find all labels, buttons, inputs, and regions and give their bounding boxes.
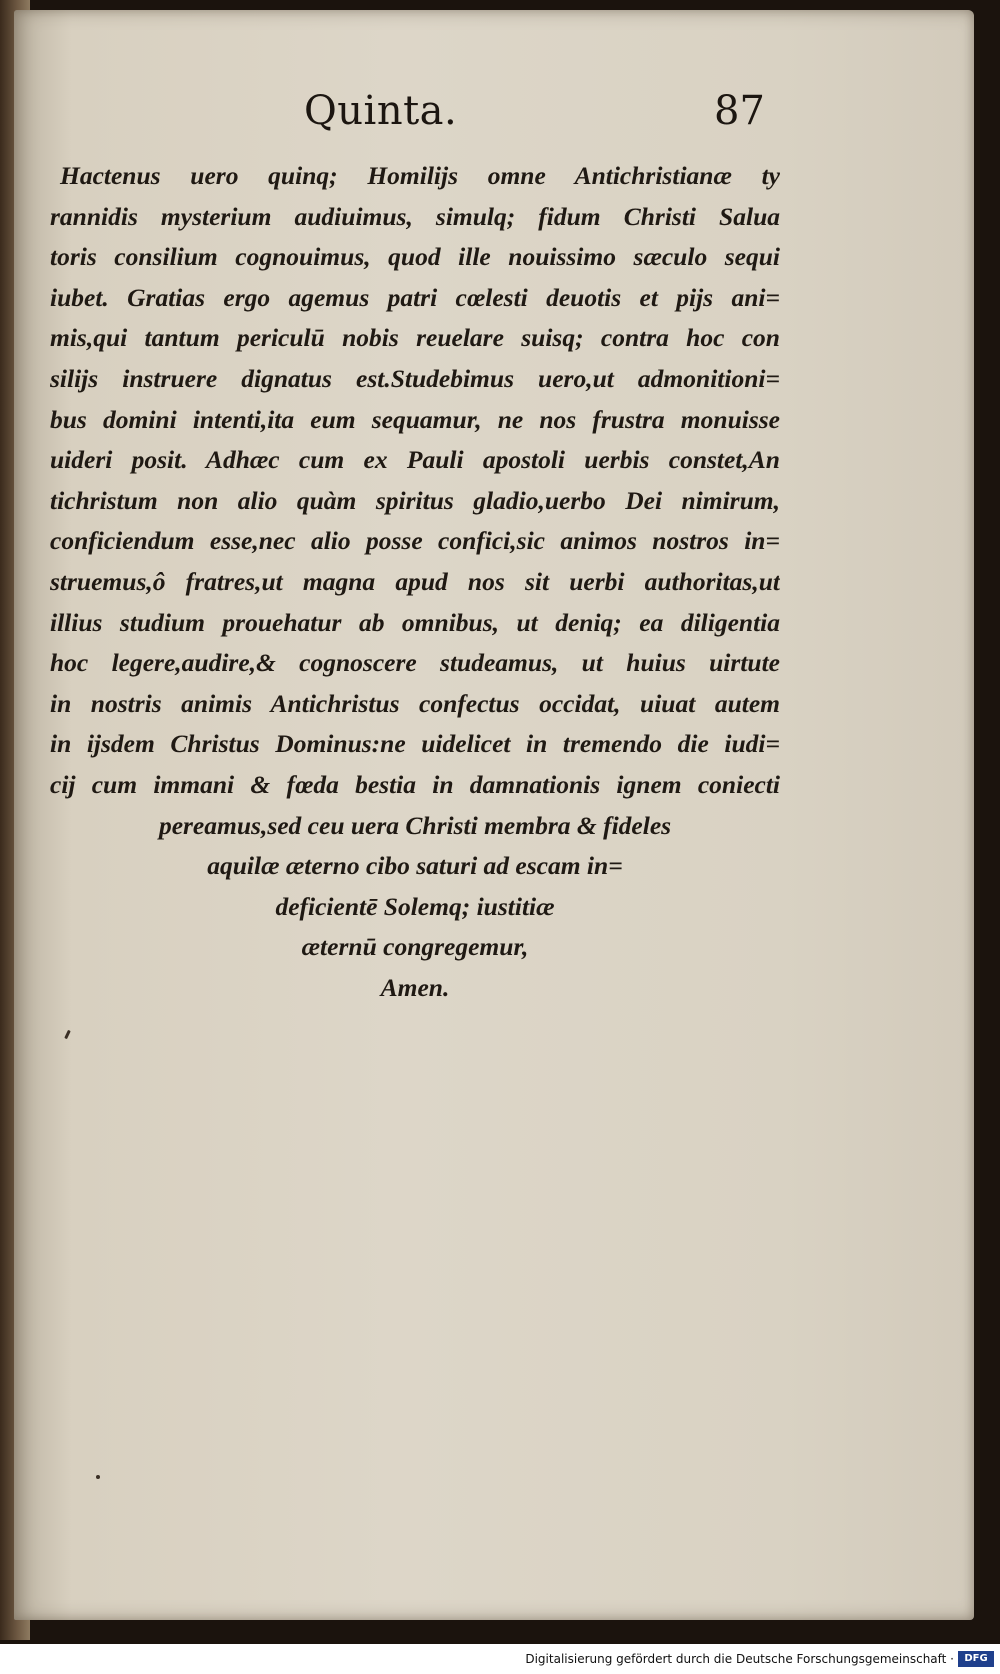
text-line: illius studium prouehatur ab omnibus, ut deniq; ea diligentia xyxy=(50,607,780,637)
running-title: Quinta. xyxy=(304,88,458,134)
body-text xyxy=(50,156,780,1008)
page-header xyxy=(14,88,974,148)
text-line: tichristum non alio quàm spiritus gladio,uerbo Dei nimirum, xyxy=(50,485,780,515)
text-line: bus domini intenti,ita eum sequamur, ne nos frustra monuisse xyxy=(50,404,780,434)
text-line: in nostris animis Antichristus confectus occidat, uiuat autem xyxy=(50,688,780,718)
text-line: hoc legere,audire,& cognoscere studeamus, ut huius uirtute xyxy=(50,648,780,678)
footer-bar xyxy=(0,1644,1000,1674)
text-line: Hactenus uero quinq; Homilijs omne Antichristianæ ty xyxy=(60,161,780,190)
text-line: struemus,ô fratres,ut magna apud nos sit uerbi authoritas,ut xyxy=(50,566,780,596)
text-line: uideri posit. Adhæc cum ex Pauli apostoli uerbis constet,An xyxy=(50,445,780,475)
book-page xyxy=(14,10,974,1620)
text-line: in ijsdem Christus Dominus:ne uidelicet in tremendo die iudi= xyxy=(50,729,780,759)
ink-speck xyxy=(64,1030,71,1039)
text-line: silijs instruere dignatus est.Studebimus uero,ut admonitioni= xyxy=(50,363,780,393)
page-number: 87 xyxy=(714,88,765,134)
closing-line: pereamus,sed ceu uera Christi membra & fideles xyxy=(158,810,672,840)
text-line: mis,qui tantum periculū nobis reuelare suisq; contra hoc con xyxy=(50,323,780,353)
text-line: toris consilium cognouimus, quod ille nouissimo sæculo sequi xyxy=(50,242,780,272)
funding-credit: Digitalisierung gefördert durch die Deutsche Forschungsgemeinschaft · xyxy=(525,1652,954,1666)
closing-line: aquilæ æterno cibo saturi ad escam in= xyxy=(207,851,623,881)
dfg-logo: DFG xyxy=(958,1651,994,1667)
text-line: cij cum immani & fœda bestia in damnationis ignem coniecti xyxy=(50,769,780,799)
closing-line: æternū congregemur, xyxy=(301,932,529,962)
text-line: conficiendum esse,nec alio posse confici,sic animos nostros in= xyxy=(50,526,780,556)
closing-amen: Amen. xyxy=(380,972,450,1002)
text-line: rannidis mysterium audiuimus, simulq; fidum Christi Salua xyxy=(50,201,780,231)
closing-line: deficientē Solemq; iustitiæ xyxy=(275,891,555,921)
ink-speck xyxy=(96,1475,100,1479)
text-line: iubet. Gratias ergo agemus patri cœlesti deuotis et pijs ani= xyxy=(50,282,780,312)
